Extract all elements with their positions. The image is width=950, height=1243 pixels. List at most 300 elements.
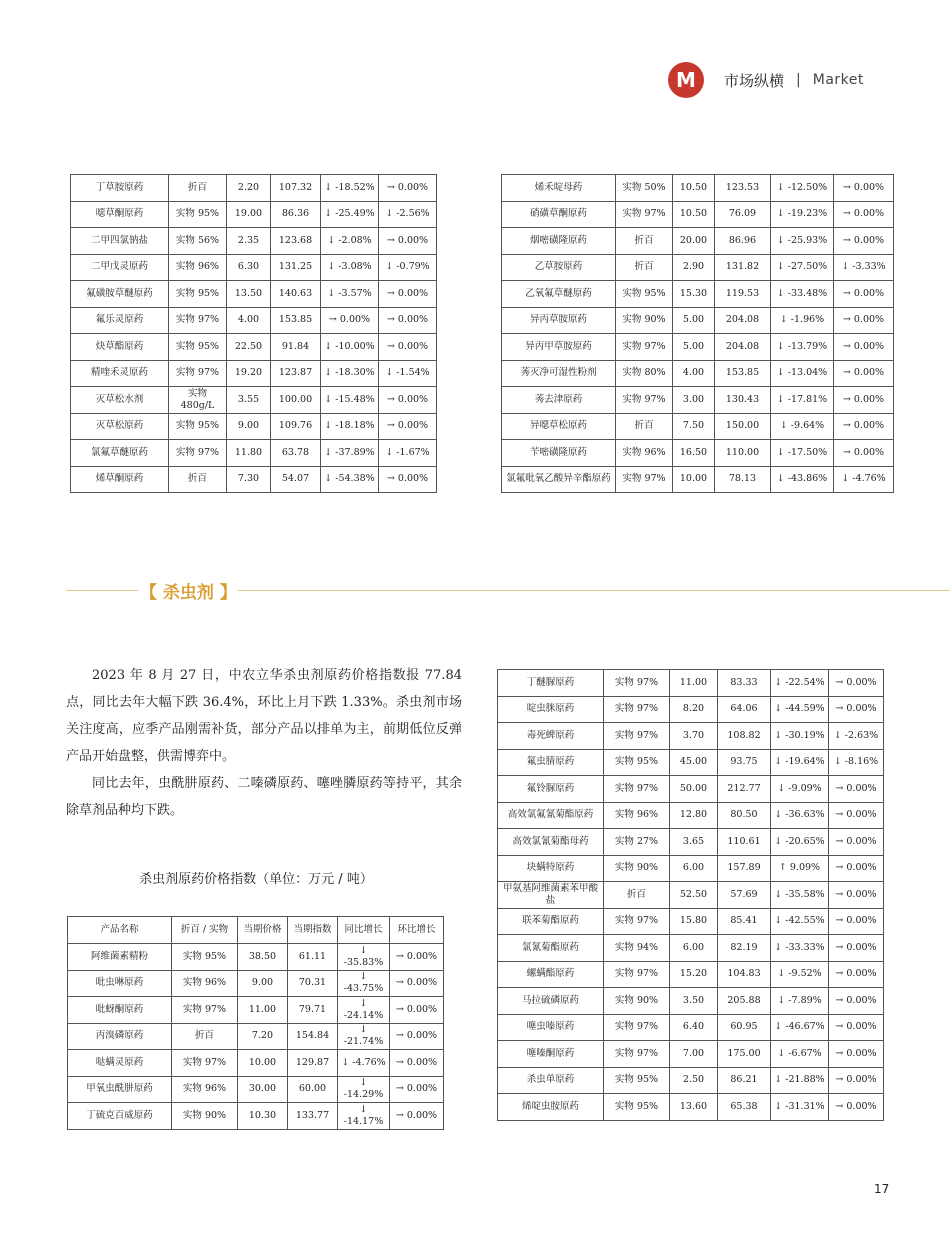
table-row [71,387,437,414]
table-cell: → 0.00% [829,670,884,697]
table-cell: → 0.00% [834,387,894,414]
table-cell: 实物 94% [604,935,670,962]
table-cell: 7.00 [670,1041,718,1068]
table-cell: 212.77 [718,776,771,803]
table-cell: 折百 [169,466,227,493]
table-cell: 丁醚脲原药 [498,670,604,697]
table-row [502,175,894,202]
table-cell: 76.09 [715,201,771,228]
table-row [498,696,884,723]
table-cell: ↓ -9.09% [771,776,829,803]
table-cell: 80.50 [718,802,771,829]
table-cell: ↓ -4.76% [338,1050,390,1077]
table-cell: 107.32 [271,175,321,202]
table-row [502,387,894,414]
table-cell: 实物 96% [616,440,673,467]
table-cell: ↓ -7.89% [771,988,829,1015]
table-cell: 折百 [604,882,670,909]
section-name-cn: 市场纵横 [724,71,785,90]
table-row [502,228,894,255]
table-cell: → 0.00% [390,1050,444,1077]
table-cell: ↓ -18.18% [321,413,379,440]
table-row [502,334,894,361]
column-header: 当期价格 [238,917,288,944]
table-cell: 104.83 [718,961,771,988]
table-cell: 甲氨基阿维菌素苯甲酸盐 [498,882,604,909]
table-cell: 60.95 [718,1014,771,1041]
table-cell: 实物 97% [604,908,670,935]
table-cell: 38.50 [238,944,288,971]
table-cell: 12.80 [670,802,718,829]
magazine-logo: M [668,62,704,98]
table-row [502,307,894,334]
table-cell: 乙草胺原药 [502,254,616,281]
table-cell: 100.00 [271,387,321,414]
table-cell: 马拉硫磷原药 [498,988,604,1015]
table-cell: 灭草松水剂 [71,387,169,414]
table-cell: 阿维菌素精粉 [68,944,172,971]
table-cell: ↓ -18.30% [321,360,379,387]
table-cell: → 0.00% [390,997,444,1024]
table-cell: 86.21 [718,1067,771,1094]
table-cell: 7.50 [673,413,715,440]
table-cell: 灭草松原药 [71,413,169,440]
table-row [68,1050,444,1077]
table-cell: ↓ -44.59% [771,696,829,723]
table-cell: 烯草酮原药 [71,466,169,493]
table-cell: 22.50 [227,334,271,361]
table-cell: 烟嘧磺隆原药 [502,228,616,255]
table-cell: 噻嗪酮原药 [498,1041,604,1068]
table-cell: ↓ -0.79% [379,254,437,281]
table-cell: 119.53 [715,281,771,308]
table-cell: → 0.00% [829,776,884,803]
table-row [498,776,884,803]
table-cell: 氟虫腈原药 [498,749,604,776]
table-cell: 7.30 [227,466,271,493]
table-cell: 131.25 [271,254,321,281]
table-cell: 折百 [616,254,673,281]
table-cell: 11.00 [670,670,718,697]
section-title: 【 杀虫剂 】 [140,583,237,603]
table-cell: 9.00 [227,413,271,440]
table-cell: 64.06 [718,696,771,723]
table-row [502,413,894,440]
table-row [498,670,884,697]
table-cell: 莠灭净可湿性粉剂 [502,360,616,387]
table-cell: → 0.00% [834,281,894,308]
table-cell: ↓ -15.48% [321,387,379,414]
table-row [502,360,894,387]
table-cell: 折百 [616,413,673,440]
table-cell: ↓ -37.89% [321,440,379,467]
table-row [498,935,884,962]
table-cell: → 0.00% [829,829,884,856]
table-cell: 实物 96% [172,970,238,997]
table-cell: 螺螨酯原药 [498,961,604,988]
table-cell: ↓ -2.56% [379,201,437,228]
table-cell: 10.50 [673,175,715,202]
table-row [498,749,884,776]
table-cell: 噁草酮原药 [71,201,169,228]
section-rule-right [238,590,950,591]
table-cell: 78.13 [715,466,771,493]
table-cell: 85.41 [718,908,771,935]
table-row [502,440,894,467]
table-cell: ↓ -21.74% [338,1023,390,1050]
table-cell: 丙溴磷原药 [68,1023,172,1050]
table-cell: 噻虫嗪原药 [498,1014,604,1041]
table-cell: 实物 97% [616,334,673,361]
table-cell: 实物 97% [604,723,670,750]
table-row [498,908,884,935]
table-row [498,1067,884,1094]
table-cell: ↓ -13.04% [771,360,834,387]
table-cell: 13.60 [670,1094,718,1121]
table-cell: → 0.00% [834,360,894,387]
table-cell: → 0.00% [379,387,437,414]
table-row [498,723,884,750]
table-cell: ↓ -1.96% [771,307,834,334]
table-row [71,334,437,361]
table-cell: ↓ -19.64% [771,749,829,776]
table-row [71,466,437,493]
table-row [502,466,894,493]
table-cell: 204.08 [715,334,771,361]
table-cell: 乙氧氟草醚原药 [502,281,616,308]
table-cell: → 0.00% [390,1023,444,1050]
table-cell: → 0.00% [379,175,437,202]
table-cell: 二甲戊灵原药 [71,254,169,281]
table-row [498,1014,884,1041]
table-cell: ↓ -22.54% [771,670,829,697]
table-cell: 实物 97% [604,776,670,803]
table-cell: → 0.00% [390,944,444,971]
table-cell: 70.31 [288,970,338,997]
table-cell: 实物 96% [604,802,670,829]
table-cell: 6.00 [670,855,718,882]
table-row [502,254,894,281]
table-cell: → 0.00% [834,201,894,228]
table-cell: 吡蚜酮原药 [68,997,172,1024]
table-cell: ↓ -20.65% [771,829,829,856]
table-cell: 54.07 [271,466,321,493]
table-cell: 52.50 [670,882,718,909]
table-cell: 109.76 [271,413,321,440]
table-cell: 130.43 [715,387,771,414]
table-cell: 19.00 [227,201,271,228]
table-row [498,1041,884,1068]
table-cell: 6.30 [227,254,271,281]
table-cell: 45.00 [670,749,718,776]
table-cell: 153.85 [271,307,321,334]
table-cell: 硝磺草酮原药 [502,201,616,228]
table-cell: 3.50 [670,988,718,1015]
table-cell: 140.63 [271,281,321,308]
table-cell: ↓ -12.50% [771,175,834,202]
table-cell: → 0.00% [829,988,884,1015]
table-cell: ↓ -17.50% [771,440,834,467]
table-cell: 烯禾啶母药 [502,175,616,202]
table-cell: ↓ -14.17% [338,1103,390,1130]
table-cell: → 0.00% [379,228,437,255]
table-cell: 高效氯氰菊酯母药 [498,829,604,856]
table-cell: ↓ -36.63% [771,802,829,829]
table-cell: 19.20 [227,360,271,387]
table-cell: 91.84 [271,334,321,361]
table-cell: ↓ -21.88% [771,1067,829,1094]
table-cell: 异丙甲草胺原药 [502,334,616,361]
table-cell: ↓ -1.67% [379,440,437,467]
table-cell: 83.33 [718,670,771,697]
table-cell: ↓ -35.83% [338,944,390,971]
table-cell: 61.11 [288,944,338,971]
insecticide-price-table-right [497,669,884,1121]
table-cell: → 0.00% [834,440,894,467]
table-cell: → 0.00% [829,1094,884,1121]
table-cell: 毒死蜱原药 [498,723,604,750]
insecticide-price-table-left [67,916,444,1130]
table-cell: ↓ -43.75% [338,970,390,997]
table-cell: 实物 97% [604,670,670,697]
herbicide-price-table-right [501,174,894,493]
table-cell: 实物 95% [616,281,673,308]
table-cell: 86.96 [715,228,771,255]
page-number: 17 [874,1182,890,1196]
table-cell: 3.00 [673,387,715,414]
table-cell: 氟铃脲原药 [498,776,604,803]
table-cell: 实物 90% [604,855,670,882]
column-header: 同比增长 [338,917,390,944]
table-cell: 实物 97% [172,1050,238,1077]
table-cell: ↓ -6.67% [771,1041,829,1068]
table-cell: 莠去津原药 [502,387,616,414]
table-cell: 甲氧虫酰肼原药 [68,1076,172,1103]
table-row [71,360,437,387]
table-cell: ↓ -33.48% [771,281,834,308]
paragraph: 2023 年 8 月 27 日，中农立华杀虫剂原药价格指数报 77.84 点，同比去年大幅下跌 36.4%，环比上月下跌 1.33%。杀虫剂市场关注度高，应季产品刚需补货，部分产品以排单为主，前期低位反弹产品开始盘整，供需博弈中。 [66,668,462,764]
table-cell: 9.00 [238,970,288,997]
table-cell: 11.80 [227,440,271,467]
table-cell: 折百 [172,1023,238,1050]
table-cell: 123.68 [271,228,321,255]
table-cell: ↓ -31.31% [771,1094,829,1121]
table-row [498,829,884,856]
table-cell: → 0.00% [390,1103,444,1130]
article-body [66,662,462,824]
table-row [498,961,884,988]
table-cell: 联苯菊酯原药 [498,908,604,935]
table-cell: 氯氟吡氧乙酸异辛酯原药 [502,466,616,493]
table-cell: 实物 97% [169,307,227,334]
table-row [498,855,884,882]
table-cell: 块螨特原药 [498,855,604,882]
table-cell: 氯氰菊酯原药 [498,935,604,962]
table-cell: → 0.00% [379,413,437,440]
header-separator: | [796,72,801,88]
table-cell: 吡虫啉原药 [68,970,172,997]
table-cell: 6.40 [670,1014,718,1041]
table-cell: ↓ -54.38% [321,466,379,493]
table-cell: 氟磺胺草醚原药 [71,281,169,308]
table-cell: 129.87 [288,1050,338,1077]
table-cell: 131.82 [715,254,771,281]
table-cell: → 0.00% [379,281,437,308]
table-row [498,802,884,829]
table-cell: → 0.00% [829,961,884,988]
table-cell: 实物 97% [604,1014,670,1041]
table-cell: 2.50 [670,1067,718,1094]
table-cell: 实物 97% [169,360,227,387]
table-cell: 123.87 [271,360,321,387]
table-row [71,201,437,228]
table-cell: 实物 95% [169,281,227,308]
table-cell: → 0.00% [379,307,437,334]
table-cell: 7.20 [238,1023,288,1050]
table-cell: 2.90 [673,254,715,281]
table-cell: → 0.00% [834,413,894,440]
table-cell: 实物 95% [604,1067,670,1094]
table-cell: 实物 97% [604,1041,670,1068]
herbicide-price-table-left [70,174,437,493]
table-cell: 异丙草胺原药 [502,307,616,334]
table-cell: 实物 56% [169,228,227,255]
table-cell: 63.78 [271,440,321,467]
table-cell: 杀虫单原药 [498,1067,604,1094]
table-cell: ↓ -10.00% [321,334,379,361]
section-heading-insecticide [0,576,950,606]
table-cell: ↓ -25.49% [321,201,379,228]
table-cell: 3.70 [670,723,718,750]
table-cell: → 0.00% [829,696,884,723]
table-cell: 16.50 [673,440,715,467]
table-cell: 实物 80% [616,360,673,387]
table-cell: 57.69 [718,882,771,909]
table-cell: 折百 [616,228,673,255]
table-cell: 二甲四氯钠盐 [71,228,169,255]
table-cell: 6.00 [670,935,718,962]
table-cell: 苄嘧磺隆原药 [502,440,616,467]
table-cell: → 0.00% [321,307,379,334]
table-cell: → 0.00% [829,935,884,962]
table-cell: → 0.00% [390,1076,444,1103]
table-cell: 实物 50% [616,175,673,202]
table-cell: 60.00 [288,1076,338,1103]
table-cell: ↓ -46.67% [771,1014,829,1041]
table-cell: 实物 97% [616,387,673,414]
table-row [71,175,437,202]
table-caption: 杀虫剂原药价格指数（单位：万元 / 吨） [139,872,373,887]
table-cell: 20.00 [673,228,715,255]
table-cell: 30.00 [238,1076,288,1103]
table-cell: → 0.00% [829,1014,884,1041]
table-cell: 炔草酯原药 [71,334,169,361]
table-cell: ↓ -3.57% [321,281,379,308]
table-cell: ↓ -14.29% [338,1076,390,1103]
table-cell: → 0.00% [834,307,894,334]
table-cell: → 0.00% [829,882,884,909]
paragraph: 同比去年，虫酰肼原药、二嗪磷原药、噻唑膦原药等持平，其余除草剂品种均下跌。 [66,776,462,818]
table-cell: 实物 27% [604,829,670,856]
table-cell: 79.71 [288,997,338,1024]
table-cell: 实物 90% [172,1103,238,1130]
table-cell: → 0.00% [834,228,894,255]
table-cell: 150.00 [715,413,771,440]
table-cell: 93.75 [718,749,771,776]
table-cell: 5.00 [673,307,715,334]
table-cell: 154.84 [288,1023,338,1050]
table-cell: ↓ -9.64% [771,413,834,440]
table-cell: 11.00 [238,997,288,1024]
table-header-row [68,917,444,944]
table-cell: 3.65 [670,829,718,856]
table-cell: 高效氯氟氰菊酯原药 [498,802,604,829]
table-cell: → 0.00% [834,334,894,361]
table-cell: 10.30 [238,1103,288,1130]
table-cell: 205.88 [718,988,771,1015]
table-cell: ↓ -8.16% [829,749,884,776]
table-row [71,281,437,308]
table-cell: 4.00 [227,307,271,334]
page-header [668,60,864,100]
table-cell: 175.00 [718,1041,771,1068]
table-cell: ↓ -30.19% [771,723,829,750]
table-cell: 15.20 [670,961,718,988]
table-cell: 实物 95% [169,334,227,361]
table-cell: 10.00 [238,1050,288,1077]
section-rule-left [66,590,138,591]
table-cell: 10.50 [673,201,715,228]
table-cell: 133.77 [288,1103,338,1130]
table-row [68,1076,444,1103]
table-cell: 丁硫克百威原药 [68,1103,172,1130]
table-cell: → 0.00% [829,908,884,935]
table-cell: 实物 95% [169,201,227,228]
table-cell: 153.85 [715,360,771,387]
table-row [68,1023,444,1050]
table-cell: ↓ -24.14% [338,997,390,1024]
table-cell: 110.61 [718,829,771,856]
table-row [68,997,444,1024]
table-cell: 实物 97% [604,696,670,723]
table-row [71,307,437,334]
table-cell: ↓ -33.33% [771,935,829,962]
table-row [71,440,437,467]
table-cell: ↓ -18.52% [321,175,379,202]
table-cell: 实物 96% [172,1076,238,1103]
table-cell: 204.08 [715,307,771,334]
table-cell: 实物 95% [169,413,227,440]
table-cell: ↓ -25.93% [771,228,834,255]
table-row [71,413,437,440]
table-cell: ↓ -27.50% [771,254,834,281]
table-row [71,228,437,255]
table-cell: 2.20 [227,175,271,202]
table-cell: 精喹禾灵原药 [71,360,169,387]
column-header: 环比增长 [390,917,444,944]
table-cell: ↓ -17.81% [771,387,834,414]
table-cell: 实物 97% [616,466,673,493]
table-cell: 2.35 [227,228,271,255]
table-cell: ↓ -13.79% [771,334,834,361]
table-cell: → 0.00% [379,466,437,493]
table-cell: 实物 96% [169,254,227,281]
table-cell: 实物 97% [604,961,670,988]
table-row [68,1103,444,1130]
table-cell: → 0.00% [829,802,884,829]
table-cell: 86.36 [271,201,321,228]
table-cell: 异噁草松原药 [502,413,616,440]
